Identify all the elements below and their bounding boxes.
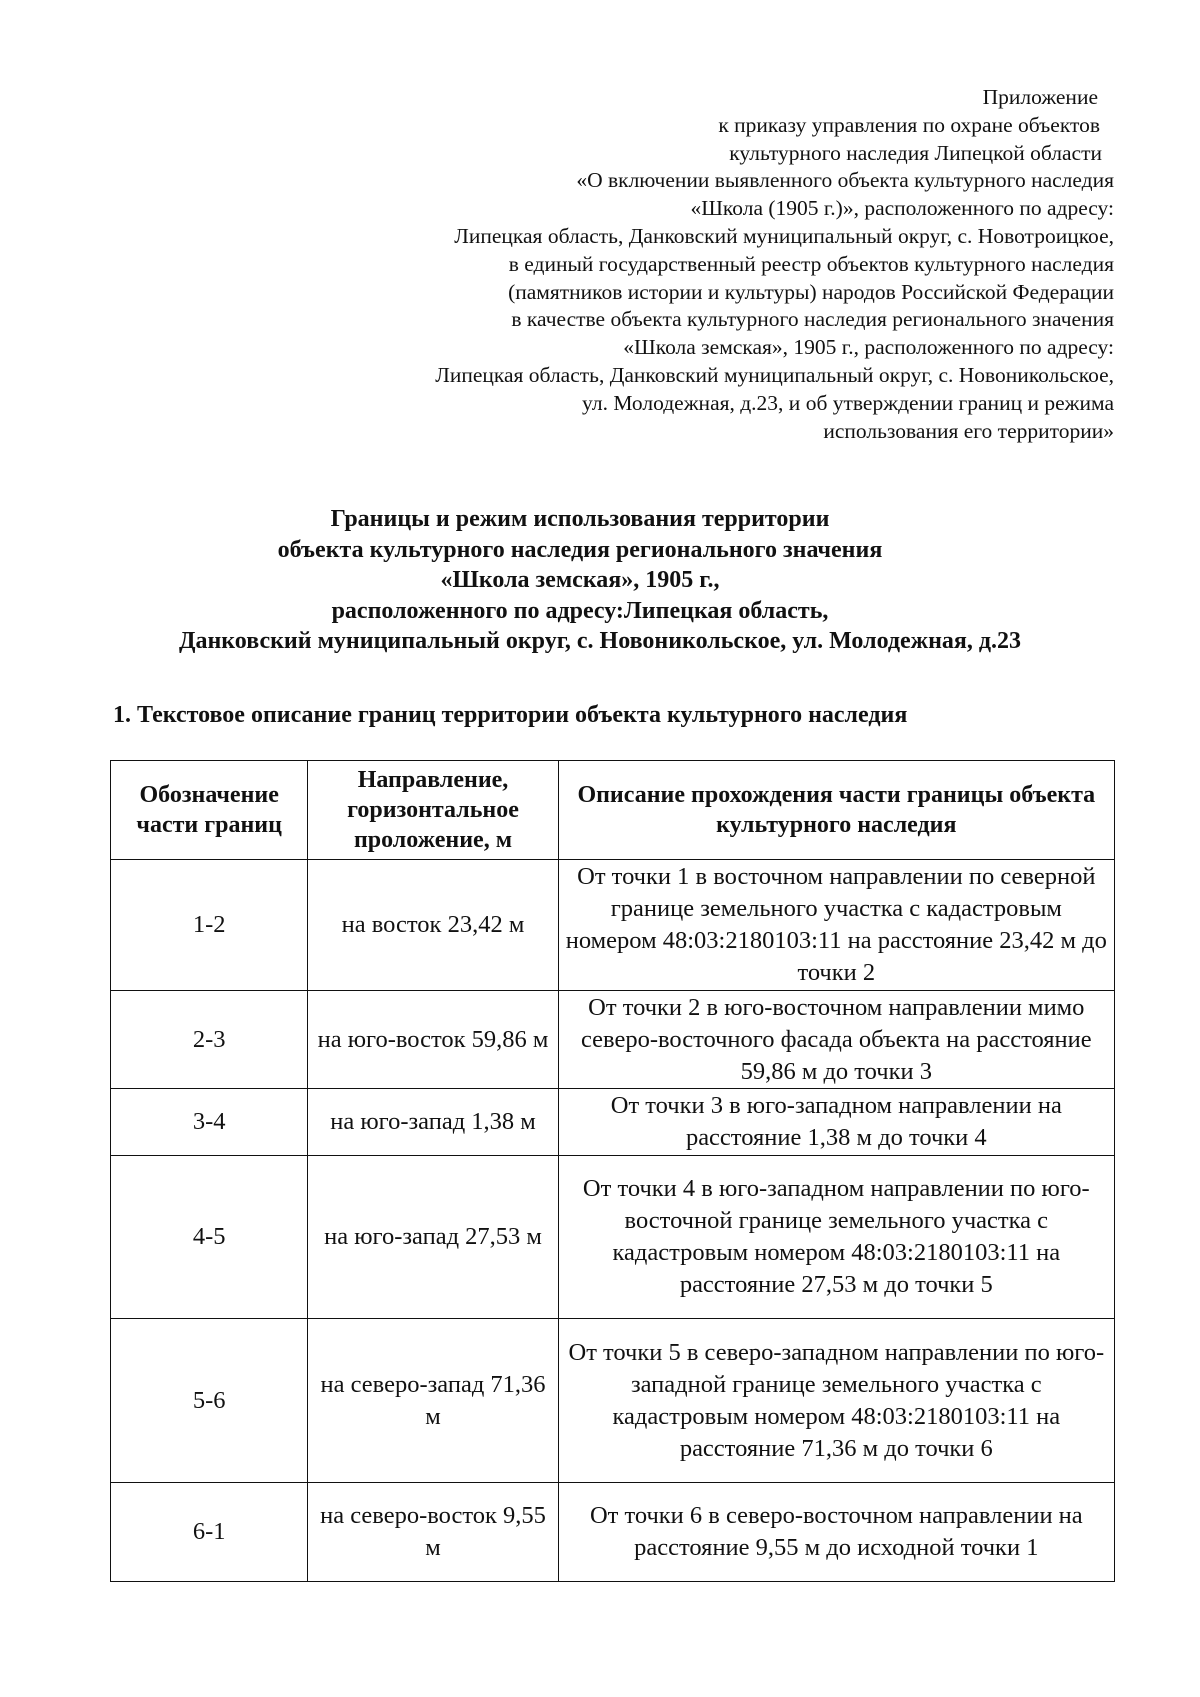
appendix-line: культурного наследия Липецкой области <box>729 140 1102 165</box>
cell-description: От точки 5 в северо-западном направлении по юго-западной границе земельного участка с кадастровым номером 48:03:2180103:11 на расстояние 71,36 м до точки 6 <box>558 1319 1114 1483</box>
cell-direction: на северо-восток 9,55 м <box>308 1483 558 1582</box>
cell-direction: на юго-восток 59,86 м <box>308 991 558 1089</box>
table-row <box>111 991 1115 1089</box>
cell-direction: на юго-запад 1,38 м <box>308 1089 558 1156</box>
title-line: объекта культурного наследия регионального значения <box>277 536 883 563</box>
header-description: Описание прохождения части границы объекта культурного наследия <box>558 761 1114 860</box>
appendix-line: «Школа земская», 1905 г., расположенного по адресу: <box>623 335 1114 360</box>
table-row <box>111 1156 1115 1319</box>
appendix-line: в качестве объекта культурного наследия регионального значения <box>511 307 1114 332</box>
cell-description: От точки 4 в юго-западном направлении по юго-восточной границе земельного участка с кадастровым номером 48:03:2180103:11 на расстояние 27,53 м до точки 5 <box>558 1156 1114 1319</box>
title-line: «Школа земская», 1905 г., <box>440 567 720 593</box>
cell-part: 2-3 <box>111 991 308 1089</box>
cell-description: От точки 3 в юго-западном направлении на расстояние 1,38 м до точки 4 <box>558 1089 1114 1156</box>
appendix-line: Липецкая область, Данковский муниципальный округ, с. Новоникольское, <box>435 362 1114 387</box>
cell-description: От точки 1 в восточном направлении по северной границе земельного участка с кадастровым номером 48:03:2180103:11 на расстояние 23,42 м до точки 2 <box>558 860 1114 991</box>
cell-part: 6-1 <box>111 1483 308 1582</box>
cell-part: 3-4 <box>111 1089 308 1156</box>
title-line: расположенного по адресу:Липецкая область, <box>331 597 829 624</box>
appendix-line: (памятников истории и культуры) народов Российской Федерации <box>508 279 1114 304</box>
cell-part: 1-2 <box>111 860 308 991</box>
cell-direction: на юго-запад 27,53 м <box>308 1156 558 1319</box>
table-row <box>111 1319 1115 1483</box>
table-row <box>111 860 1115 991</box>
header-direction: Направление, горизонтальное проложение, м <box>308 761 558 860</box>
cell-description: От точки 2 в юго-восточном направлении мимо северо-восточного фасада объекта на расстояние 59,86 м до точки 3 <box>558 991 1114 1089</box>
appendix-header <box>294 84 1114 445</box>
appendix-line: «О включении выявленного объекта культурного наследия <box>576 168 1114 193</box>
cell-direction: на северо-запад 71,36 м <box>308 1319 558 1483</box>
section-heading: 1. Текстовое описание границ территории объекта культурного наследия <box>113 702 908 728</box>
table-row <box>111 1483 1115 1582</box>
table-header-row <box>111 761 1115 860</box>
appendix-line: к приказу управления по охране объектов <box>718 112 1100 137</box>
title-line: Границы и режим использования территории <box>330 506 830 532</box>
appendix-line: «Школа (1905 г.)», расположенного по адресу: <box>690 196 1114 221</box>
cell-part: 5-6 <box>111 1319 308 1483</box>
appendix-line: в единый государственный реестр объектов культурного наследия <box>508 251 1114 276</box>
title-line: Данковский муниципальный округ, с. Новоникольское, ул. Молодежная, д.23 <box>178 628 1022 654</box>
appendix-line: использования его территории» <box>823 418 1114 443</box>
cell-description: От точки 6 в северо-восточном направлении на расстояние 9,55 м до исходной точки 1 <box>558 1483 1114 1582</box>
cell-part: 4-5 <box>111 1156 308 1319</box>
appendix-line: Приложение <box>982 85 1098 109</box>
cell-direction: на восток 23,42 м <box>308 860 558 991</box>
boundary-table <box>110 760 1115 1582</box>
table-row <box>111 1089 1115 1156</box>
document-title <box>0 504 1200 657</box>
appendix-line: ул. Молодежная, д.23, и об утверждении границ и режима <box>582 390 1114 415</box>
appendix-line: Липецкая область, Данковский муниципальный округ, с. Новотроицкое, <box>454 223 1114 248</box>
header-part: Обозначение части границ <box>111 761 308 860</box>
